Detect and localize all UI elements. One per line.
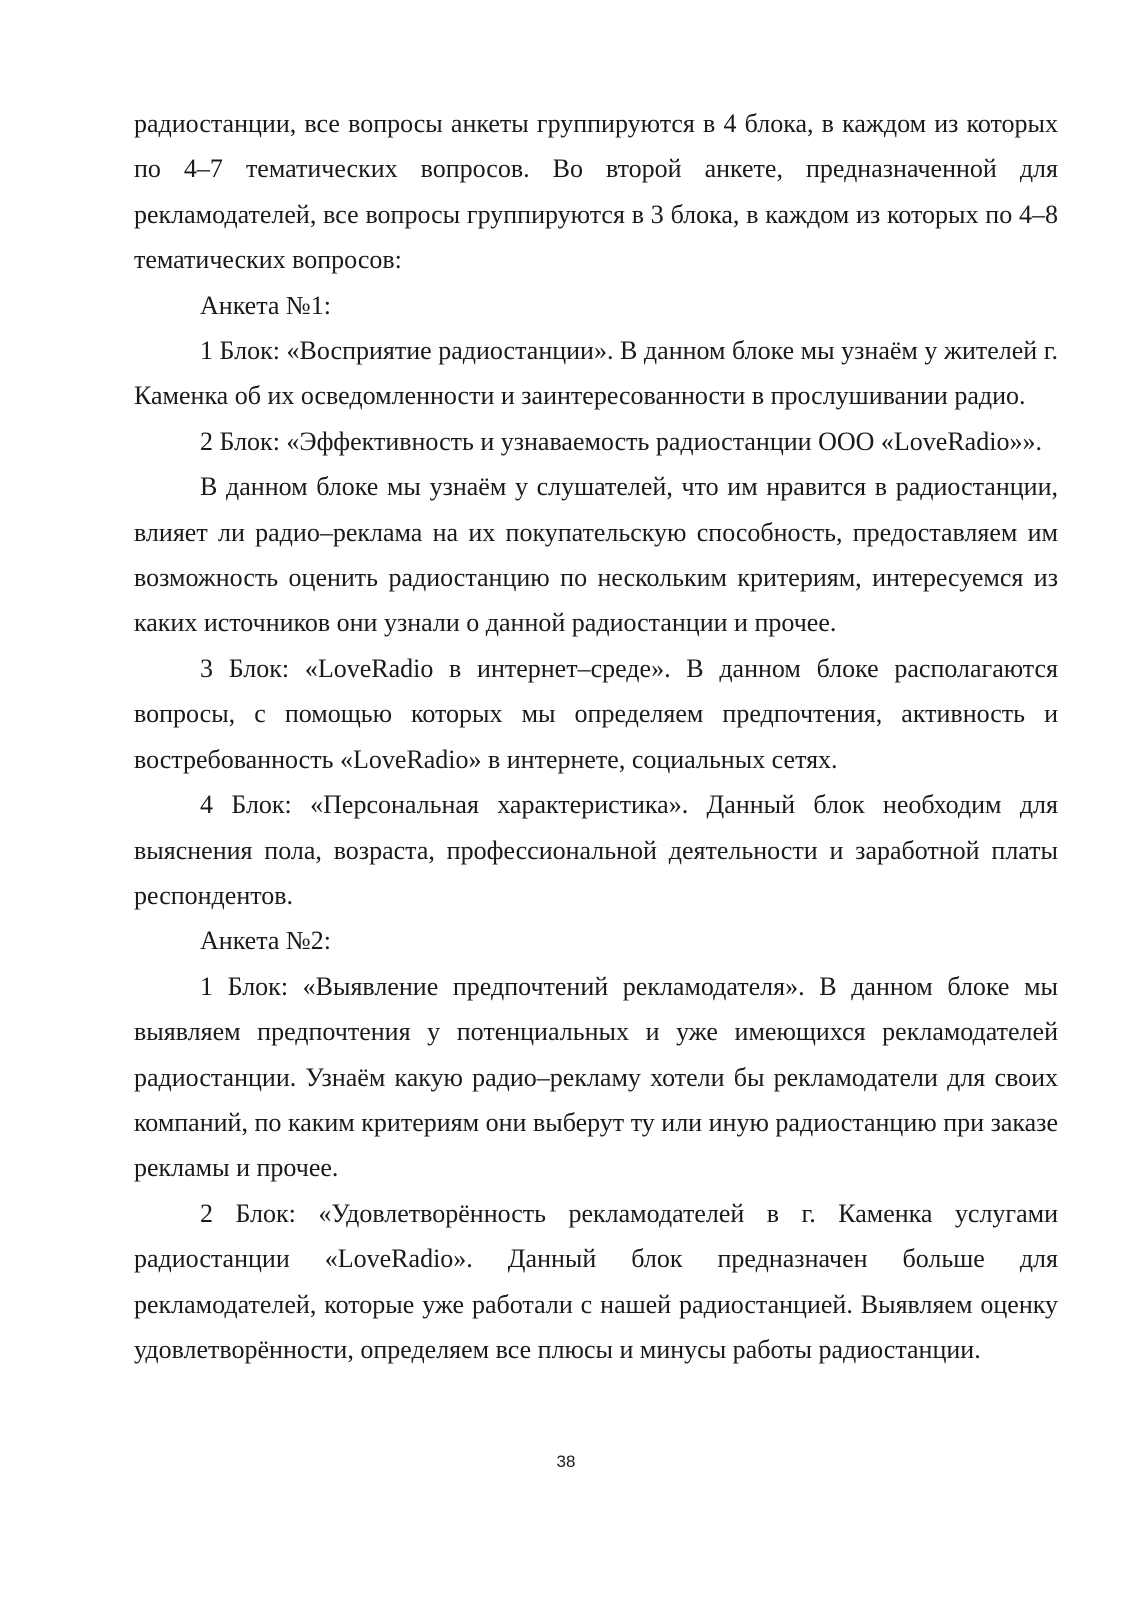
q1-block-3-paragraph: 3 Блок: «LoveRadio в интернет–среде». В данном блоке располагаются вопросы, с помощью которых мы определяем предпочтения, активность и востребованность «LoveRadio» в интернете, социальных сетях.	[134, 653, 1058, 774]
q1-block-2-title: 2 Блок: «Эффективность и узнаваемость радиостанции ООО «LoveRadio»».	[200, 426, 1042, 456]
questionnaire-1-heading: Анкета №1:	[200, 290, 331, 320]
document-body	[134, 101, 1058, 1372]
q1-block-1-paragraph: 1 Блок: «Восприятие радиостанции». В данном блоке мы узнаём у жителей г. Каменка об их осведомленности и заинтересованности в прослушивании радио.	[134, 336, 1058, 411]
page-number: 38	[556, 1452, 576, 1471]
q2-block-1-paragraph: 1 Блок: «Выявление предпочтений рекламодателя». В данном блоке мы выявляем предпочтения у потенциальных и уже имеющихся рекламодателей радиостанции. Узнаём какую радио–рекламу хотели бы рекламодатели для своих компаний, по каким критериям они выберут ту или иную радиостанцию при заказе рекламы и прочее.	[134, 971, 1058, 1183]
q2-block-2-paragraph: 2 Блок: «Удовлетворённость рекламодателей в г. Каменка услугами радиостанции «LoveRadio». Данный блок предназначен больше для рекламодателей, которые уже работали с нашей радиостанцией. Выявляем оценку удовлетворённости, определяем все плюсы и минусы работы радиостанции.	[134, 1198, 1058, 1364]
q1-block-4-paragraph: 4 Блок: «Персональная характеристика». Данный блок необходим для выяснения пола, возраста, профессиональной деятельности и заработной платы респондентов.	[134, 790, 1058, 910]
paragraph-continuation: радиостанции, все вопросы анкеты группируются в 4 блока, в каждом из которых по 4–7 тематических вопросов. Во второй анкете, предназначенной для рекламодателей, все вопросы группируются в 3 блока, в каждом из которых по 4–8 тематических вопросов:	[134, 109, 1058, 275]
questionnaire-2-heading: Анкета №2:	[200, 926, 331, 956]
q1-block-2-paragraph: В данном блоке мы узнаём у слушателей, что им нравится в радиостанции, влияет ли радио–реклама на их покупательскую способность, предоставляем им возможность оценить радиостанцию по нескольким критериям, интересуемся из каких источников они узнали о данной радиостанции и прочее.	[134, 472, 1058, 638]
